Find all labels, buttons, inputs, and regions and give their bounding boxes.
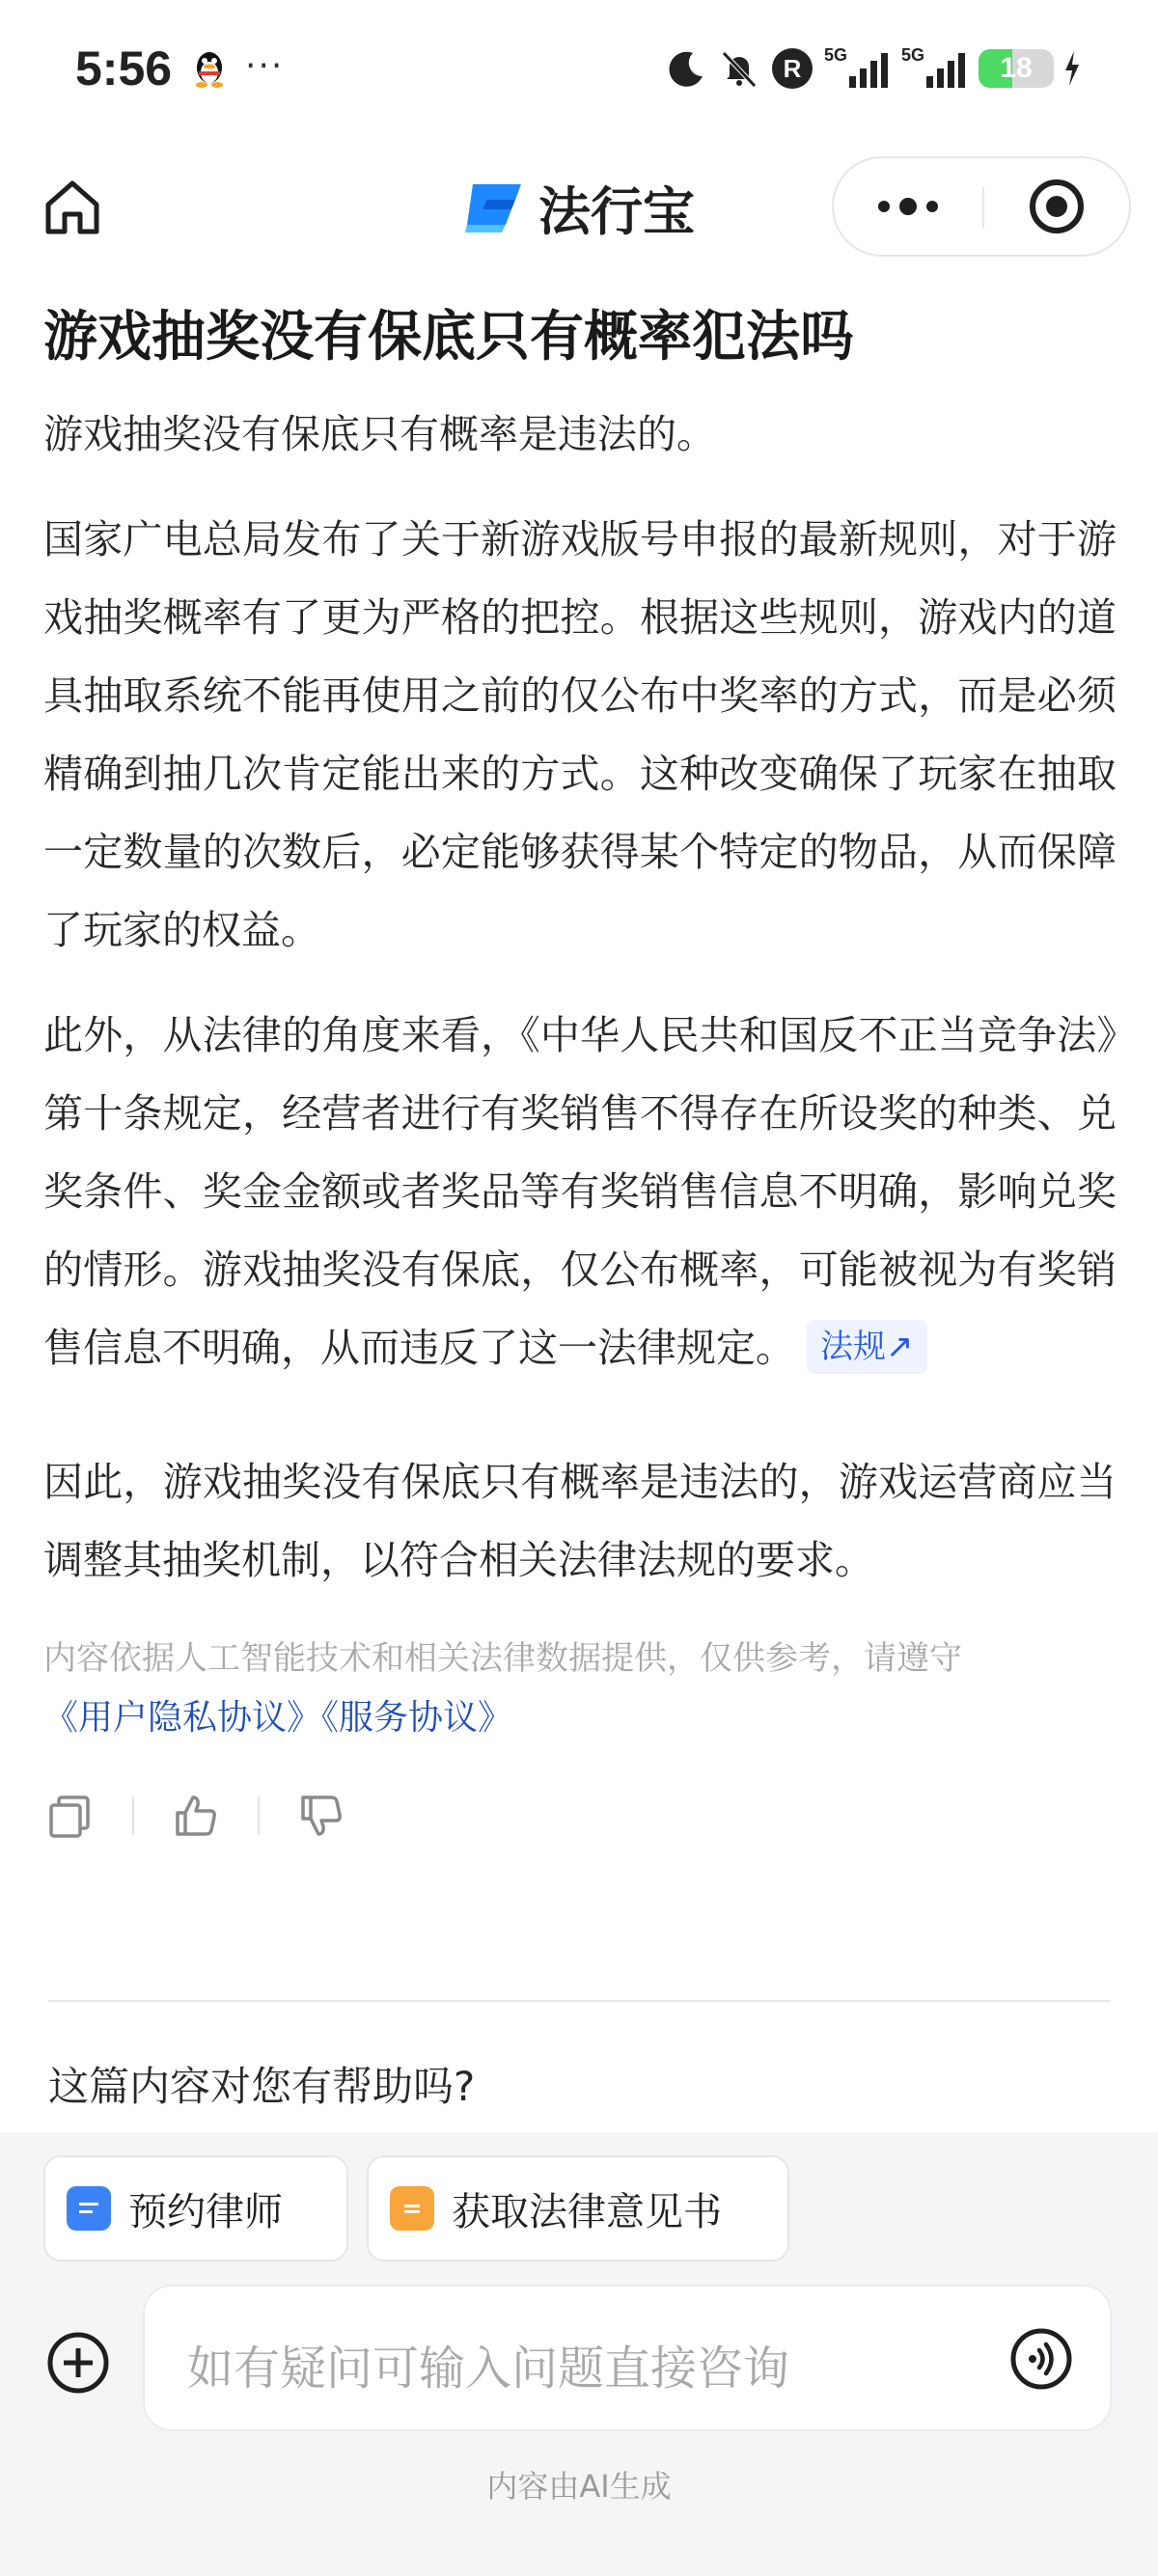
disclaimer-text: 内容依据人工智能技术和相关法律数据提供，仅供参考，请遵守: [43, 1639, 962, 1678]
question-input[interactable]: [143, 2285, 1112, 2431]
paragraph-2-text: 此外，从法律的角度来看，《中华人民共和国反不正当竞争法》第十条规定，经营者进行有奖销售不得存在所设奖的种类、兑奖条件、奖金金额或者奖品等有奖销售信息不明确，影响兑奖的情形。游戏抽奖没有保底，仅公布概率，可能被视为有奖销售信息不明确，从而违反了这一法律规定。: [43, 1012, 1117, 1371]
like-button[interactable]: [169, 1789, 223, 1843]
folder-icon: [390, 2186, 434, 2231]
close-button[interactable]: [984, 158, 1129, 255]
disclaimer: [43, 1629, 1117, 1748]
dislike-button[interactable]: [294, 1789, 348, 1843]
svg-text:5G: 5G: [901, 45, 925, 65]
brand-logo-icon: [465, 180, 527, 234]
article: [43, 299, 1117, 1845]
home-icon[interactable]: [39, 174, 106, 241]
voice-icon[interactable]: [1009, 2327, 1073, 2391]
more-dots-icon: [874, 197, 942, 216]
ai-generated-note: 内容由AI生成: [486, 2468, 672, 2505]
status-icons: [666, 44, 1081, 93]
brand: [465, 174, 695, 241]
more-button[interactable]: [834, 158, 982, 255]
status-time: 5:56: [75, 41, 173, 96]
law-reference-tag[interactable]: 法规↗: [807, 1320, 927, 1374]
article-paragraph-1: 国家广电总局发布了关于新游戏版号申报的最新规则，对于游戏抽奖概率有了更为严格的把控。根据这些规则，游戏内的道具抽取系统不能再使用之前的仅公布中奖率的方式，而是必须精确到抽几次肯定能出来的方式。这种改变确保了玩家在抽取一定数量的次数后，必定能够获得某个特定的物品，从而保障了玩家的权益。: [43, 516, 1117, 953]
article-title: 游戏抽奖没有保底只有概率犯法吗: [43, 306, 854, 369]
copy-button[interactable]: [43, 1789, 97, 1843]
thumbs-down-icon: [297, 1792, 345, 1840]
legal-opinion-label: 获取法律意见书: [452, 2189, 722, 2234]
service-agreement-link[interactable]: 《服务协议》: [321, 1698, 513, 1738]
helpful-question: 这篇内容对您有帮助吗?: [48, 2063, 476, 2110]
plus-circle-icon[interactable]: [46, 2331, 110, 2395]
status-more-indicator: ···: [245, 46, 285, 86]
question-input-placeholder: 如有疑问可输入问题直接咨询: [187, 2342, 790, 2396]
charging-icon: [1063, 49, 1081, 88]
app-header: [0, 145, 1158, 270]
signal-5g-icon: [824, 45, 892, 92]
status-bar: [0, 0, 1158, 145]
target-close-icon: [1027, 177, 1087, 236]
lawyer-doc-icon: [67, 2186, 111, 2231]
legal-opinion-button[interactable]: [367, 2155, 789, 2261]
feedback-divider: [132, 1796, 134, 1835]
brand-name: 法行宝: [538, 180, 695, 242]
article-paragraph-2: [43, 997, 1117, 1387]
article-paragraph-3: 因此，游戏抽奖没有保底只有概率是违法的，游戏运营商应当调整其抽奖机制，以符合相关法律法规的要求。: [43, 1459, 1117, 1583]
feedback-actions: [43, 1787, 1117, 1845]
svg-text:5G: 5G: [824, 45, 848, 65]
privacy-agreement-link[interactable]: 《用户隐私协议》: [43, 1698, 322, 1738]
r-badge-icon: [770, 46, 814, 91]
signal-5g-icon-2: [901, 45, 969, 92]
book-lawyer-label: 预约律师: [128, 2189, 283, 2234]
moon-icon: [666, 47, 708, 90]
copy-icon: [46, 1792, 95, 1840]
agreement-links: [43, 1688, 1117, 1748]
mute-bell-icon: [718, 47, 760, 90]
book-lawyer-button[interactable]: [43, 2155, 348, 2261]
qq-penguin-icon: [193, 48, 226, 89]
section-divider: [48, 2000, 1110, 2002]
article-summary: 游戏抽奖没有保底只有概率是违法的。: [43, 411, 716, 457]
bottom-panel: [0, 2132, 1158, 2576]
thumbs-up-icon: [172, 1792, 220, 1840]
mini-program-capsule: [832, 156, 1131, 257]
battery-indicator: [979, 49, 1054, 88]
battery-level: 18: [1000, 52, 1033, 84]
svg-text:R: R: [783, 54, 802, 83]
feedback-divider-2: [258, 1796, 260, 1835]
